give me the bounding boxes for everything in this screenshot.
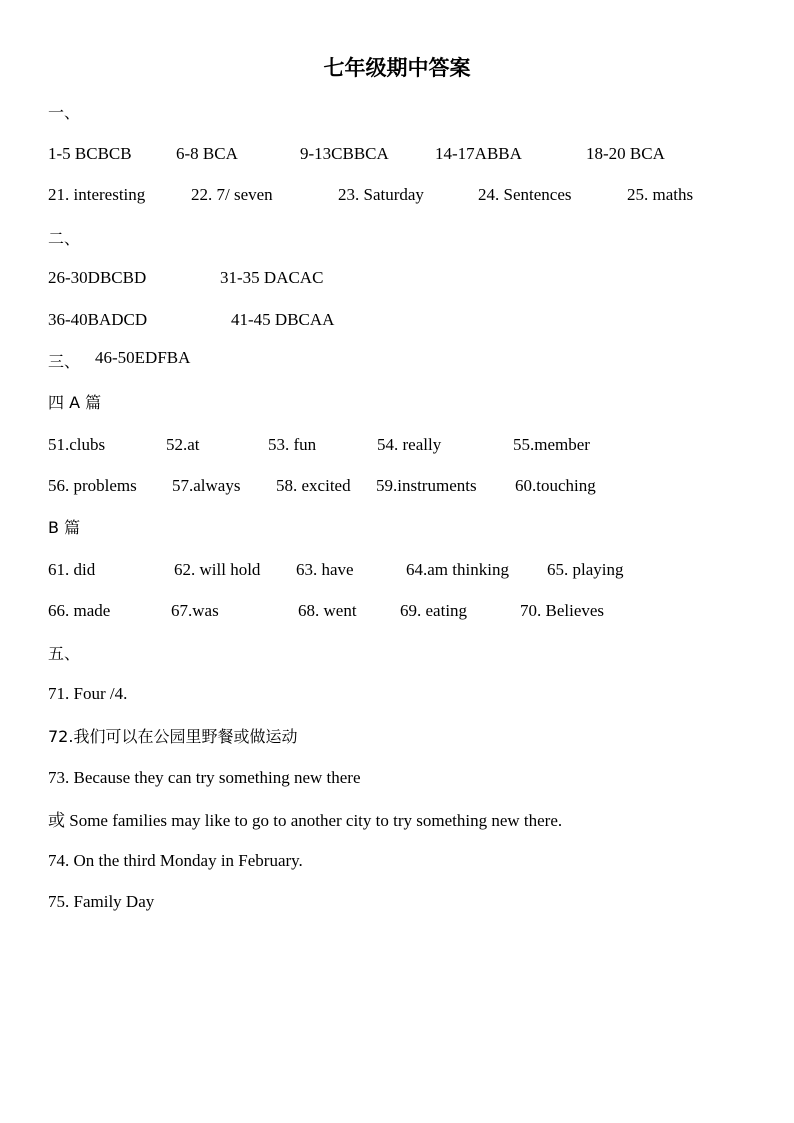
answer-item: 60.touching (515, 476, 596, 495)
answer-group: 26-30DBCBD (48, 268, 147, 287)
answer-item: 53. fun (268, 435, 317, 454)
page-title: 七年级期中答案 (323, 56, 471, 80)
answer-item: 62. will hold (174, 560, 261, 579)
answer-item: 52.at (166, 435, 200, 454)
answer-item: 58. excited (276, 476, 351, 495)
section-4-part-b-heading: B 篇 (48, 518, 81, 537)
answer-item: 22. 7/ seven (191, 185, 273, 204)
answer-item: 68. went (298, 601, 357, 620)
section-5-heading: 五、 (48, 644, 81, 663)
answer-item: 65. playing (547, 560, 624, 579)
section-3-heading: 三、 (48, 352, 81, 371)
answer-group: 9-13CBBCA (300, 144, 389, 163)
answer-group: 36-40BADCD (48, 310, 148, 329)
section-4-part-a-heading: 四 A 篇 (48, 393, 102, 412)
answer-item: 54. really (377, 435, 442, 454)
answer-72: 72.我们可以在公园里野餐或做运动 (48, 727, 298, 746)
section-1-heading: 一、 (48, 103, 81, 122)
answer-item: 55.member (513, 435, 590, 454)
answer-item: 25. maths (627, 185, 694, 204)
section-2-heading: 二、 (48, 229, 81, 248)
answer-item: 64.am thinking (406, 560, 509, 579)
answer-74: 74. On the third Monday in February. (48, 851, 303, 870)
answer-item: 69. eating (400, 601, 468, 620)
answer-71: 71. Four /4. (48, 684, 128, 703)
answer-item: 24. Sentences (478, 185, 572, 204)
answer-item: 63. have (296, 560, 354, 579)
answer-group: 41-45 DBCAA (231, 310, 335, 329)
answer-group: 46-50EDFBA (95, 348, 191, 367)
answer-group: 1-5 BCBCB (48, 144, 132, 163)
answer-item: 56. problems (48, 476, 137, 495)
answer-group: 14-17ABBA (435, 144, 522, 163)
answer-group: 31-35 DACAC (220, 268, 324, 287)
answer-item: 51.clubs (48, 435, 106, 454)
answer-item: 66. made (48, 601, 111, 620)
answer-group: 18-20 BCA (586, 144, 665, 163)
answer-item: 70. Believes (520, 601, 605, 620)
answer-73: 73. Because they can try something new there (48, 768, 361, 787)
answer-item: 57.always (172, 476, 241, 495)
answer-item: 23. Saturday (338, 185, 424, 204)
answer-item: 67.was (171, 601, 219, 620)
answer-group: 6-8 BCA (176, 144, 238, 163)
answer-item: 21. interesting (48, 185, 146, 204)
answer-item: 59.instruments (376, 476, 477, 495)
answer-item: 61. did (48, 560, 96, 579)
answer-75: 75. Family Day (48, 892, 155, 911)
answer-73-alternative: 或 Some families may like to go to another city to try something new there. (48, 811, 563, 830)
